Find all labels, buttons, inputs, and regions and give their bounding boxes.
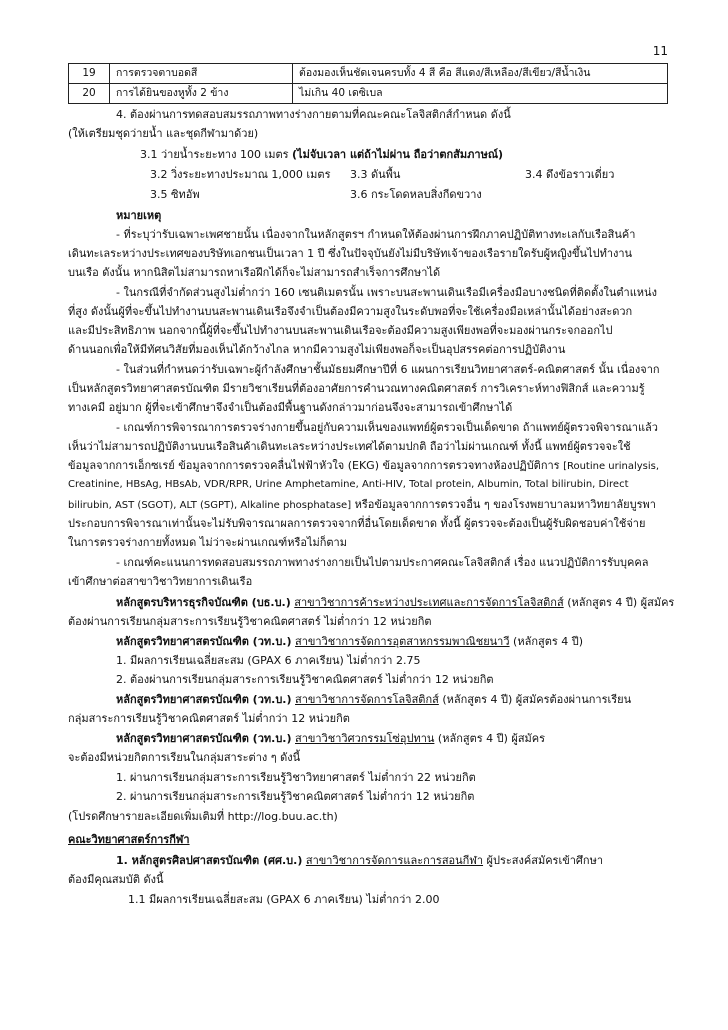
faculty-heading: คณะวิทยาศาสตร์การกีฬา <box>68 833 190 846</box>
program-requirement: 1.1 มีผลการเรียนเฉลี่ยสะสม (GPAX 6 ภาคเรียน) ไม่ต่ำกว่า 2.00 <box>128 893 440 906</box>
remark-lab-tests: Creatinine, HBsAg, HBsAb, VDR/RPR, Urine Amphetamine, Anti-HIV, Total protein, Albumin, Total bilirubin, Direct <box>68 479 629 490</box>
medical-criteria-table <box>68 63 668 104</box>
remark-line: เป็นหลักสูตรวิทยาศาสตรบัณฑิต มีรายวิชาเรียนที่ต้องอาศัยการคำนวณทางคณิตศาสตร์ การวิเคราะห์ทางฟิสิกส์ และความรู้ <box>68 382 645 395</box>
section4-note: (ให้เตรียมชุดว่ายน้ำ และชุดกีฬามาด้วย) <box>68 127 259 140</box>
remark-line: ประกอบการพิจารณาเท่านั้นจะไม่รับพิจารณาผลการตรวจจากที่อื่นโดยเด็ดขาด ทั้งนี้ ผู้ตรวจจะต้องเป็นผู้รับผิดชอบค่าใช้จ่าย <box>68 517 646 530</box>
remark-text: หรือข้อมูลจากการตรวจอื่น ๆ ของโรงพยาบาลมหาวิทยาลัยบูรพา <box>354 498 656 511</box>
remark-line: - ที่ระบุว่ารับเฉพาะเพศชายนั้น เนื่องจากในหลักสูตรฯ กำหนดให้ต้องผ่านการฝึกภาคปฏิบัติทางทะเลกับเรือสินค้า <box>116 228 636 241</box>
program-requirement: 2. ผ่านการเรียนกลุ่มสาระการเรียนรู้วิชาคณิตศาสตร์ ไม่ต่ำกว่า 12 หน่วยกิต <box>116 790 475 803</box>
remark-line: - ในส่วนที่กำหนดว่ารับเฉพาะผู้กำลังศึกษาชั้นมัธยมศึกษาปีที่ 6 แผนการเรียนวิทยาศาสตร์-คณิตศาสตร์ นั้น เนื่องจาก <box>116 363 660 376</box>
program-degree: หลักสูตรวิทยาศาสตรบัณฑิต (วท.บ.) <box>116 693 292 706</box>
program-info: (หลักสูตร 4 ปี) ผู้สมัคร <box>567 596 675 609</box>
row-item: การตรวจตาบอดสี <box>110 64 293 84</box>
fitness-item: 3.5 ซิทอัพ <box>150 188 200 201</box>
program-major: สาขาวิชาการจัดการโลจิสติกส์ <box>295 693 439 706</box>
more-info-note: (โปรดศึกษารายละเอียดเพิ่มเติมที่ http://log.buu.ac.th) <box>68 810 338 823</box>
program-requirement: ต้องผ่านการเรียนกลุ่มสาระการเรียนรู้วิชาคณิตศาสตร์ ไม่ต่ำกว่า 12 หน่วยกิต <box>68 615 432 628</box>
program-info: (หลักสูตร 4 ปี) <box>513 635 584 648</box>
row-criteria: ไม่เกิน 40 เดซิเบล <box>293 84 668 104</box>
program-requirement: ต้องมีคุณสมบัติ ดังนี้ <box>68 873 164 886</box>
remark-line: เห็นว่าไม่สามารถปฏิบัติงานบนเรือสินค้าเดินทะเลระหว่างประเทศได้ตามปกติ ถือว่าไม่ผ่านเกณฑ์ ทั้งนี้ แพทย์ผู้ตรวจจะใช้ <box>68 440 631 453</box>
remark-line <box>68 498 656 513</box>
program-degree: หลักสูตรบริหารธุรกิจบัณฑิต (บธ.บ.) <box>116 596 291 609</box>
fitness-item: 3.2 วิ่งระยะทางประมาณ 1,000 เมตร <box>150 168 331 181</box>
program-line <box>116 635 583 649</box>
program-info: ผู้ประสงค์สมัครเข้าศึกษา <box>486 854 603 867</box>
remark-lab-tests: bilirubin, AST (SGOT), ALT (SGPT), Alkaline phosphatase] <box>68 500 352 511</box>
program-line <box>116 854 603 868</box>
remark-line: ที่สูง ดังนั้นผู้ที่จะขึ้นไปทำงานบนสะพานเดินเรือจึงจำเป็นต้องมีความสูงในระดับพอที่จะใช้เครื่องมือเหล่านั้นได้อย่างสะดวก <box>68 305 633 318</box>
program-requirement: 1. ผ่านการเรียนกลุ่มสาระการเรียนรู้วิชาวิทยาศาสตร์ ไม่ต่ำกว่า 22 หน่วยกิต <box>116 771 476 784</box>
section4-heading: 4. ต้องผ่านการทดสอบสมรรถภาพทางร่างกายตามที่คณะคณะโลจิสติกส์กำหนด ดังนี้ <box>116 108 511 121</box>
remark-line: และมีประสิทธิภาพ นอกจากนี้ผู้ที่จะขึ้นไปทำงานบนสะพานเดินเรือจะต้องมีความสูงเพียงพอที่จะมองผ่านกระจกออกไป <box>68 324 613 337</box>
remark-line: - ในกรณีที่จำกัดส่วนสูงไม่ต่ำกว่า 160 เซนติเมตรนั้น เพราะบนสะพานเดินเรือมีเครื่องมือบางชนิดที่ติดตั้งในตำแหน่ง <box>116 286 657 299</box>
fitness-item-label: 3.1 ว่ายน้ำระยะทาง 100 เมตร <box>140 148 289 161</box>
row-item: การได้ยินของหูทั้ง 2 ข้าง <box>110 84 293 104</box>
fitness-item: 3.3 ดันพื้น <box>350 168 401 181</box>
program-degree: 1. หลักสูตรศิลปศาสตรบัณฑิต (ศศ.บ.) <box>116 854 303 867</box>
program-line <box>116 693 631 707</box>
row-criteria: ต้องมองเห็นชัดเจนครบทั้ง 4 สี คือ สีแดง/สีเหลือง/สีเขียว/สีน้ำเงิน <box>293 64 668 84</box>
fitness-item <box>140 148 503 162</box>
program-major: สาขาวิชาการจัดการและการสอนกีฬา <box>305 854 484 867</box>
program-requirement: 2. ต้องผ่านการเรียนกลุ่มสาระการเรียนรู้วิชาคณิตศาสตร์ ไม่ต่ำกว่า 12 หน่วยกิต <box>116 673 494 686</box>
fitness-item: 3.6 กระโดดหลบสิ่งกีดขวาง <box>350 188 482 201</box>
fitness-item-note: (ไม่จับเวลา แต่ถ้าไม่ผ่าน ถือว่าตกสัมภาษณ์) <box>292 148 504 161</box>
program-line <box>116 732 545 746</box>
remark-line: ในการตรวจร่างกายทั้งหมด ไม่ว่าจะผ่านเกณฑ์หรือไม่ก็ตาม <box>68 536 347 549</box>
row-number: 20 <box>69 84 110 104</box>
row-number: 19 <box>69 64 110 84</box>
page-number: 11 <box>652 44 668 58</box>
remark-line <box>68 459 659 474</box>
remark-line: ด้านนอกเพื่อให้มีทัศนวิสัยที่มองเห็นได้กว้างไกล หากมีความสูงไม่เพียงพอก็จะเป็นอุปสรรคต่อการปฏิบัติงาน <box>68 343 566 356</box>
program-requirement: จะต้องมีหน่วยกิตการเรียนในกลุ่มสาระต่าง ๆ ดังนี้ <box>68 751 301 764</box>
program-degree: หลักสูตรวิทยาศาสตรบัณฑิต (วท.บ.) <box>116 732 292 745</box>
table-row <box>69 84 668 104</box>
remark-line: - เกณฑ์การพิจารณาการตรวจร่างกายขึ้นอยู่กับความเห็นของแพทย์ผู้ตรวจเป็นเด็ดขาด ถ้าแพทย์ผู้ตรวจพิจารณาแล้ว <box>116 421 658 434</box>
remark-line: บนเรือ ดังนั้น หากนิสิตไม่สามารถหาเรือฝึกได้ก็จะไม่สามารถสำเร็จการศึกษาได้ <box>68 266 441 279</box>
program-requirement: กลุ่มสาระการเรียนรู้วิชาคณิตศาสตร์ ไม่ต่ำกว่า 12 หน่วยกิต <box>68 712 350 725</box>
program-requirement: 1. มีผลการเรียนเฉลี่ยสะสม (GPAX 6 ภาคเรียน) ไม่ต่ำกว่า 2.75 <box>116 654 421 667</box>
fitness-item: 3.4 ดึงข้อราวเดี่ยว <box>525 168 615 181</box>
program-major: สาขาวิชาวิศวกรรมโซ่อุปทาน <box>295 732 435 745</box>
program-info: (หลักสูตร 4 ปี) ผู้สมัครต้องผ่านการเรียน <box>442 693 632 706</box>
remark-lab-tests: [Routine urinalysis, <box>563 461 660 472</box>
remark-line: เข้าศึกษาต่อสาขาวิชาวิทยาการเดินเรือ <box>68 575 253 588</box>
table-row <box>69 64 668 84</box>
remark-line: - เกณฑ์คะแนนการทดสอบสมรรถภาพทางร่างกายเป็นไปตามประกาศคณะโลจิสติกส์ เรื่อง แนวปฏิบัติการรับบุคคล <box>116 556 649 569</box>
program-degree: หลักสูตรวิทยาศาสตรบัณฑิต (วท.บ.) <box>116 635 292 648</box>
program-info: (หลักสูตร 4 ปี) ผู้สมัคร <box>437 732 546 745</box>
remark-line: เดินทะเลระหว่างประเทศของบริษัทเอกชนเป็นเวลา 1 ปี ซึ่งในปัจจุบันยังไม่มีบริษัทเจ้าของเรือรายใดรับผู้หญิงขึ้นไปทำงาน <box>68 247 633 260</box>
program-major: สาขาวิชาการค้าระหว่างประเทศและการจัดการโลจิสติกส์ <box>294 596 564 609</box>
program-line <box>116 596 674 610</box>
remark-line: ทางเคมี อยู่มาก ผู้ที่จะเข้าศึกษาจึงจำเป็นต้องมีพื้นฐานดังกล่าวมาก่อนจึงจะสามารถเข้าศึกษาได้ <box>68 401 513 414</box>
remark-text: ข้อมูลจากการเอ็กซเรย์ ข้อมูลจากการตรวจคลื่นไฟฟ้าหัวใจ (EKG) ข้อมูลจากการตรวจทางห้องปฏิบัติการ <box>68 459 560 472</box>
program-major: สาขาวิชาการจัดการอุตสาหกรรมพาณิชยนาวี <box>295 635 510 648</box>
remarks-heading: หมายเหตุ <box>116 209 162 222</box>
